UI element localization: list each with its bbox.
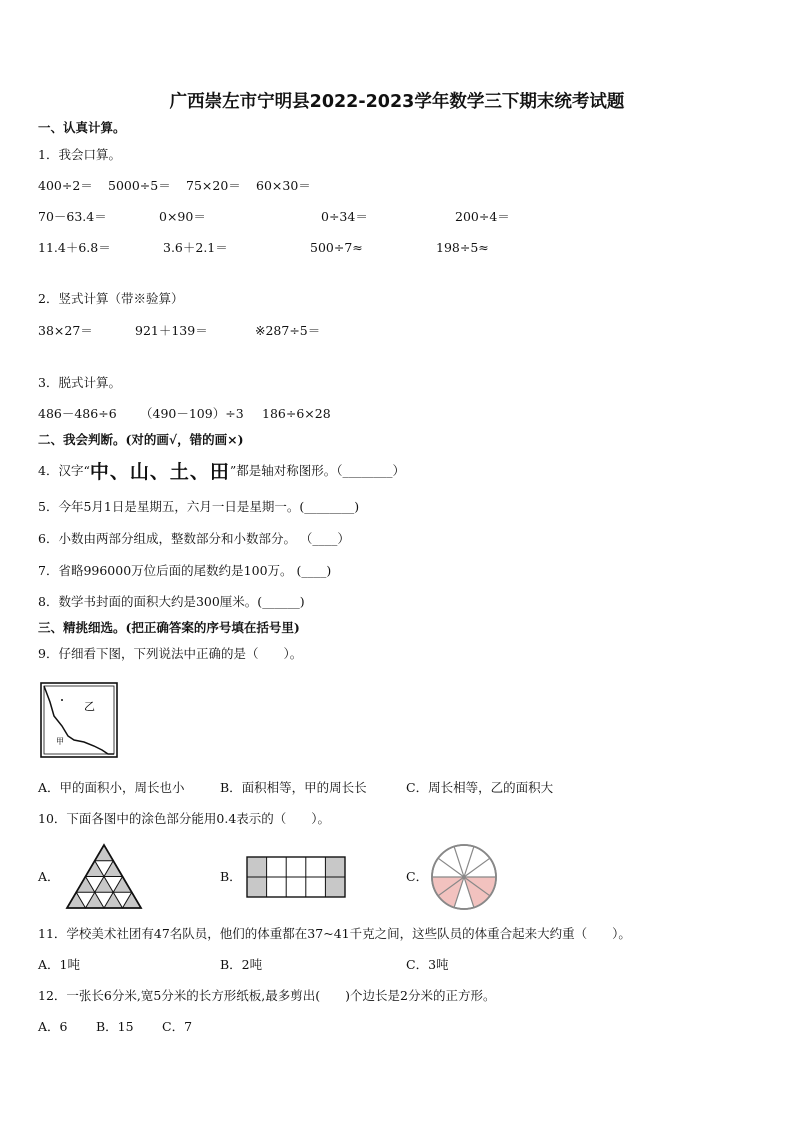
q10-triangle-figure: [64, 842, 144, 912]
question-3-label: 3．脱式计算。: [38, 375, 121, 390]
section-heading-2: 二、我会判断。(对的画√，错的画×): [38, 432, 244, 447]
q9-label-yi: 乙: [84, 700, 95, 713]
q12-option-b: B．15: [96, 1019, 134, 1034]
q2-item: 38×27＝: [38, 323, 93, 338]
q2-item: 921＋139＝: [135, 323, 208, 338]
q9-figure: [38, 680, 120, 760]
question-1-label: 1．我会口算。: [38, 147, 121, 162]
page-title: 广西崇左市宁明县2022-2023学年数学三下期末统考试题: [169, 92, 625, 112]
q1-item: 200÷4＝: [455, 209, 510, 224]
q12-option-c: C．7: [162, 1019, 193, 1034]
q10-option-c: C．: [406, 869, 429, 884]
q1-item: 11.4＋6.8＝: [38, 240, 111, 255]
q11-option-b: B．2吨: [220, 957, 263, 972]
q1-item: 60×30＝: [256, 178, 311, 193]
q10-option-b: B．: [220, 869, 242, 884]
q10-rectangle-figure: [246, 856, 346, 898]
q10-circle-figure: [430, 843, 498, 911]
q9-label-jia: 甲: [56, 737, 64, 746]
q4-pre: 4．汉字“: [38, 463, 90, 478]
question-12-stem: 12．一张长6分米,宽5分米的长方形纸板,最多剪出( )个边长是2分米的正方形。: [38, 988, 496, 1003]
question-11-stem: 11．学校美术社团有47名队员，他们的体重都在37~41千克之间，这些队员的体重合起来大约重（ ）。: [38, 926, 631, 941]
question-10-stem: 10．下面各图中的涂色部分能用0.4表示的（ ）。: [38, 811, 331, 826]
q12-option-a: A．6: [38, 1019, 68, 1034]
q1-item: 75×20＝: [186, 178, 241, 193]
q11-option-a: A．1吨: [38, 957, 80, 972]
q9-option-a: A．甲的面积小，周长也小: [38, 780, 185, 795]
q1-item: 70－63.4＝: [38, 209, 107, 224]
q4-post: ”都是轴对称图形。（________）: [229, 463, 406, 478]
q9-dot: [61, 699, 63, 701]
question-7: 7．省略996000万位后面的尾数约是100万。 (____): [38, 563, 332, 578]
q2-item: ※287÷5＝: [255, 323, 321, 338]
q11-option-c: C．3吨: [406, 957, 449, 972]
q4-chars: 中、山、土、田: [89, 461, 230, 483]
q1-item: 400÷2＝: [38, 178, 93, 193]
q9-square: [41, 683, 117, 757]
question-9-stem: 9．仔细看下图，下列说法中正确的是（ ）。: [38, 646, 303, 661]
q1-item: 0÷34＝: [321, 209, 368, 224]
section-heading-3: 三、精挑细选。(把正确答案的序号填在括号里): [38, 620, 300, 635]
q3-item: 486－486÷6: [38, 406, 117, 421]
q1-item: 0×90＝: [159, 209, 206, 224]
q3-item: 186÷6×28: [262, 406, 331, 421]
question-6: 6．小数由两部分组成，整数部分和小数部分。 （____）: [38, 531, 350, 546]
q9-option-c: C．周长相等，乙的面积大: [406, 780, 554, 795]
question-2-label: 2．竖式计算（带※验算）: [38, 291, 184, 306]
question-4: [38, 461, 406, 483]
q1-item: 5000÷5＝: [108, 178, 171, 193]
q10-option-a: A．: [38, 869, 60, 884]
section-heading-1: 一、认真计算。: [38, 120, 126, 135]
q3-item: （490－109）÷3: [140, 406, 244, 421]
q1-item: 198÷5≈: [436, 240, 489, 255]
q1-item: 3.6＋2.1＝: [163, 240, 228, 255]
q1-item: 500÷7≈: [310, 240, 363, 255]
question-5: 5．今年5月1日是星期五，六月一日是星期一。(________): [38, 499, 360, 514]
q9-option-b: B．面积相等，甲的周长长: [220, 780, 367, 795]
question-8: 8．数学书封面的面积大约是300厘米。(______): [38, 594, 305, 609]
